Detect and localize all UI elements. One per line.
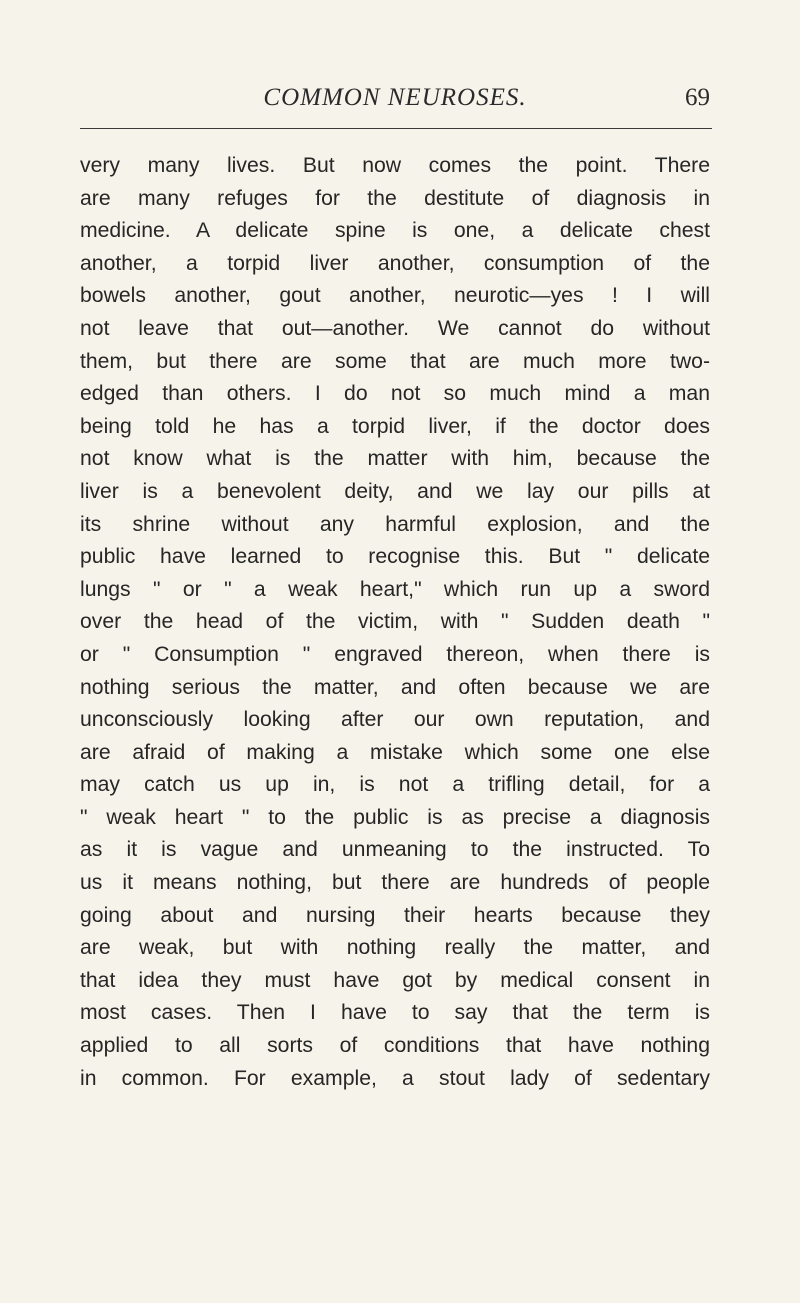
text-line: as it is vague and unmeaning to the instructed. To [80,838,710,862]
text-line: most cases. Then I have to say that the term is [80,1001,710,1025]
text-line: them, but there are some that are much more two- [80,349,710,373]
text-line: applied to all sorts of conditions that have nothing [80,1034,710,1058]
running-head [80,84,710,118]
text-line: lungs " or " a weak heart," which run up a sword [80,577,710,601]
text-line: liver is a benevolent deity, and we lay our pills at [80,479,710,503]
text-line: going about and nursing their hearts because they [80,903,710,927]
page-number: 69 [685,84,710,111]
text-line: are afraid of making a mistake which some one else [80,740,710,764]
text-line: its shrine without any harmful explosion, and the [80,512,710,536]
text-line: " weak heart " to the public is as precise a diagnosis [80,805,710,829]
text-line: nothing serious the matter, and often because we are [80,675,710,699]
text-line: being told he has a torpid liver, if the doctor does [80,414,710,438]
text-line: are weak, but with nothing really the matter, and [80,936,710,960]
running-title: COMMON NEUROSES. [263,84,527,111]
text-line: may catch us up in, is not a trifling detail, for a [80,773,710,797]
text-line: unconsciously looking after our own reputation, and [80,708,710,732]
text-line: that idea they must have got by medical consent in [80,968,710,992]
text-line: are many refuges for the destitute of diagnosis in [80,186,710,210]
text-line: over the head of the victim, with " Sudden death " [80,610,710,634]
text-line: another, a torpid liver another, consumption of the [80,251,710,275]
text-line: edged than others. I do not so much mind a man [80,382,710,406]
text-line: in common. For example, a stout lady of sedentary [80,1066,710,1090]
text-line: us it means nothing, but there are hundreds of people [80,871,710,895]
text-line: very many lives. But now comes the point. There [80,154,710,177]
text-line: or " Consumption " engraved thereon, when there is [80,642,710,666]
text-line: not know what is the matter with him, because the [80,447,710,471]
text-line: bowels another, gout another, neurotic—yes ! I will [80,284,710,308]
body-paragraph [80,150,710,1095]
text-line: medicine. A delicate spine is one, a delicate chest [80,219,710,243]
text-line: public have learned to recognise this. But " delicate [80,545,710,569]
header-rule [80,128,712,129]
text-line: not leave that out—another. We cannot do without [80,316,710,340]
